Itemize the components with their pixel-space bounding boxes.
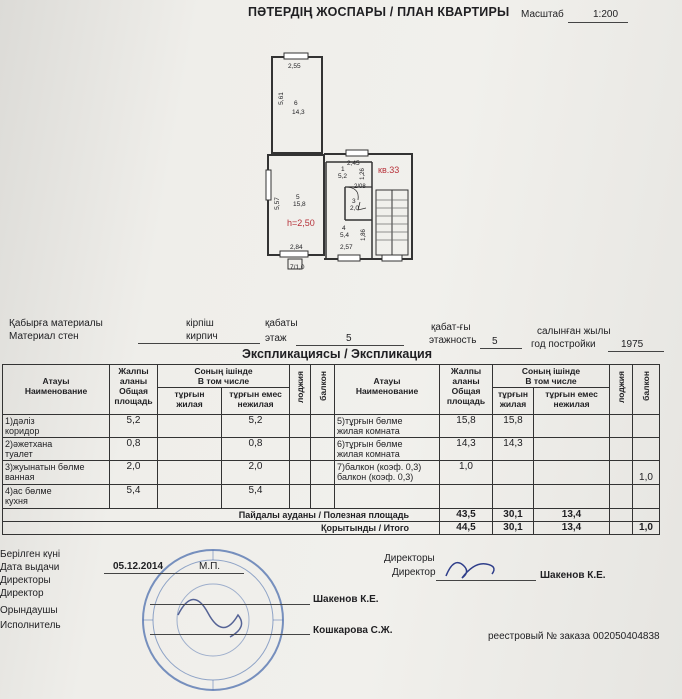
header-area-right: Жалпы аланы Общая площадь	[440, 365, 493, 415]
header-loggia-right: лоджия	[610, 365, 633, 415]
room5-number: 5	[296, 194, 300, 201]
total-area-value: 44,5	[440, 522, 493, 535]
room4-area: 5,4	[340, 232, 350, 239]
table-row	[3, 415, 660, 438]
row-living-right	[493, 461, 534, 485]
row-nonliving-right	[534, 438, 610, 461]
issued-underline	[104, 573, 244, 574]
row-area: 2,0	[110, 461, 158, 485]
total-nonliving-value: 13,4	[534, 522, 610, 535]
director-underline-left	[150, 604, 310, 605]
executor-label-kz: Орындаушы	[0, 605, 58, 616]
useful-area-value: 43,5	[440, 509, 493, 522]
row-loggia-right	[610, 438, 633, 461]
row-name-right: 6)тұрғын бөлме жилая комната	[335, 438, 440, 461]
row-area: 0,8	[110, 438, 158, 461]
header-nonliving: тұрғын емес нежилая	[222, 388, 290, 415]
table-row	[3, 438, 660, 461]
registry-number: реестровый № заказа 002050404838	[488, 631, 660, 642]
wall-value-kz: кірпіш	[186, 318, 214, 329]
room6-dim-side: 5,61	[277, 92, 285, 105]
scale-underline	[568, 22, 628, 23]
director-signature	[440, 552, 510, 584]
page-title: ПӘТЕРДІҢ ЖОСПАРЫ / ПЛАН КВАРТИРЫ	[248, 5, 510, 19]
row-area-right: 15,8	[440, 415, 493, 438]
useful-nonliving-value: 13,4	[534, 509, 610, 522]
room6-area: 14,3	[292, 109, 305, 116]
header-including-right: Соның ішінде В том числе	[493, 365, 610, 388]
scale-label: Масштаб	[521, 9, 564, 20]
wall-label-ru: Материал стен	[9, 331, 79, 342]
floors-label-ru: этажность	[429, 335, 477, 346]
total-balcony-value: 1,0	[633, 522, 660, 535]
room4-number: 4	[342, 225, 346, 232]
row-empty	[610, 485, 633, 509]
room1-number: 1	[341, 166, 345, 173]
row-balcony	[311, 485, 335, 509]
row-balcony-right	[633, 438, 660, 461]
executor-label-ru: Исполнитель	[0, 620, 61, 631]
total-area-label: Қорытынды / Итого	[3, 522, 440, 535]
director-name-right: Шакенов К.Е.	[540, 570, 606, 581]
useful-area-label: Пайдалы ауданы / Полезная площадь	[3, 509, 440, 522]
row-balcony	[311, 461, 335, 485]
row-empty	[440, 485, 493, 509]
room3-number: 3	[352, 198, 356, 205]
header-living-right: тұрғын жилая	[493, 388, 534, 415]
room4-dim-bottom: 2,57	[340, 244, 353, 251]
scale-value: 1:200	[593, 9, 619, 20]
row-nonliving: 0,8	[222, 438, 290, 461]
room5-dim-side: 5,57	[273, 197, 281, 210]
director-label-ru-left: Директор	[0, 588, 44, 599]
room-height: h=2,50	[287, 218, 315, 228]
issued-label-kz: Берілген күні	[0, 549, 61, 560]
row-area: 5,4	[110, 485, 158, 509]
row-living	[158, 485, 222, 509]
executor-underline	[150, 634, 310, 635]
header-nonliving-right: тұрғын емес нежилая	[534, 388, 610, 415]
row-living	[158, 461, 222, 485]
header-balcony-right: балкон	[633, 365, 660, 415]
row-name: 3)жуынатын бөлме ванная	[3, 461, 110, 485]
header-loggia: лоджия	[290, 365, 311, 415]
stamp-place: М.П.	[199, 561, 221, 572]
row-area-right: 1,0	[440, 461, 493, 485]
wall-underline	[138, 343, 260, 344]
useful-balcony	[633, 509, 660, 522]
header-including: Соның ішінде В том числе	[158, 365, 290, 388]
header-name-right: Атауы Наименование	[335, 365, 440, 415]
row-loggia	[290, 415, 311, 438]
room1-area: 5,2	[338, 173, 348, 180]
row-empty	[633, 485, 660, 509]
row-balcony	[311, 415, 335, 438]
room2-dims: 2/08	[354, 184, 366, 190]
wall-label-kz: Қабырға материалы	[9, 318, 103, 329]
row-name: 1)дәліз коридор	[3, 415, 110, 438]
issued-label-ru: Дата выдачи	[0, 562, 60, 573]
row-living	[158, 438, 222, 461]
header-balcony: балкон	[311, 365, 335, 415]
year-value: 1975	[621, 339, 644, 350]
floor-value: 5	[346, 333, 352, 344]
row-nonliving: 5,2	[222, 415, 290, 438]
year-underline	[608, 351, 664, 352]
year-label-kz: салынған жылы	[537, 326, 611, 337]
row-empty	[335, 485, 440, 509]
useful-loggia	[610, 509, 633, 522]
executor-name: Кошкарова С.Ж.	[313, 625, 393, 636]
room6-dim-top: 2,55	[288, 63, 301, 70]
row-loggia-right	[610, 415, 633, 438]
floors-value: 5	[492, 336, 498, 347]
useful-area-row	[3, 509, 660, 522]
wall-value-ru: кирпич	[186, 331, 218, 342]
dim-245: 2,45	[347, 160, 360, 167]
row-living	[158, 415, 222, 438]
row-name: 2)әжетхана туалет	[3, 438, 110, 461]
director-label-ru-right: Директор	[392, 567, 436, 578]
dim-126: 1,26	[359, 168, 366, 180]
row-name-right: 7)балкон (коэф. 0,3) балкон (коэф. 0,3)	[335, 461, 440, 485]
total-living-value: 30,1	[493, 522, 534, 535]
director-label-kz-left: Директоры	[0, 575, 51, 586]
row-loggia-right	[610, 461, 633, 485]
header-area: Жалпы аланы Общая площадь	[110, 365, 158, 415]
room3-area: 2,0	[350, 205, 360, 212]
dim-186: 1,86	[360, 229, 367, 241]
room5-dim-bottom: 2,84	[290, 244, 303, 251]
header-living: тұрғын жилая	[158, 388, 222, 415]
total-area-row	[3, 522, 660, 535]
row-nonliving-right	[534, 415, 610, 438]
row-area-right: 14,3	[440, 438, 493, 461]
row-living-right: 14,3	[493, 438, 534, 461]
floor-underline	[296, 345, 404, 346]
row-living-right: 15,8	[493, 415, 534, 438]
explication-table	[2, 364, 660, 535]
room6-number: 6	[294, 100, 298, 107]
room5-area: 15,8	[293, 201, 306, 208]
row-empty	[534, 485, 610, 509]
year-label-ru: год постройки	[531, 339, 596, 350]
row-name-right: 5)тұрғын бөлме жилая комната	[335, 415, 440, 438]
row-nonliving-right	[534, 461, 610, 485]
director-name-left: Шакенов К.Е.	[313, 594, 379, 605]
useful-living-value: 30,1	[493, 509, 534, 522]
row-loggia	[290, 485, 311, 509]
table-row	[3, 461, 660, 485]
total-loggia	[610, 522, 633, 535]
floors-underline	[480, 348, 522, 349]
floor-label-kz: қабаты	[265, 318, 298, 329]
table-row	[3, 485, 660, 509]
floor-label-ru: этаж	[265, 333, 287, 344]
row-area: 5,2	[110, 415, 158, 438]
row-balcony-right: 1,0	[633, 461, 660, 485]
explication-title: Экспликациясы / Экспликация	[242, 347, 433, 361]
director-label-kz-right: Директоры	[384, 553, 435, 564]
row-nonliving: 5,4	[222, 485, 290, 509]
balcony-label: 7/1,0	[290, 264, 305, 271]
issued-date: 05.12.2014	[113, 561, 164, 572]
header-name: Атауы Наименование	[3, 365, 110, 415]
row-loggia	[290, 438, 311, 461]
apartment-label: кв.33	[378, 165, 400, 175]
row-empty	[493, 485, 534, 509]
floors-label-kz: қабат-ғы	[431, 322, 471, 333]
row-balcony	[311, 438, 335, 461]
row-loggia	[290, 461, 311, 485]
row-nonliving: 2,0	[222, 461, 290, 485]
row-name: 4)ас бөлме кухня	[3, 485, 110, 509]
row-balcony-right	[633, 415, 660, 438]
